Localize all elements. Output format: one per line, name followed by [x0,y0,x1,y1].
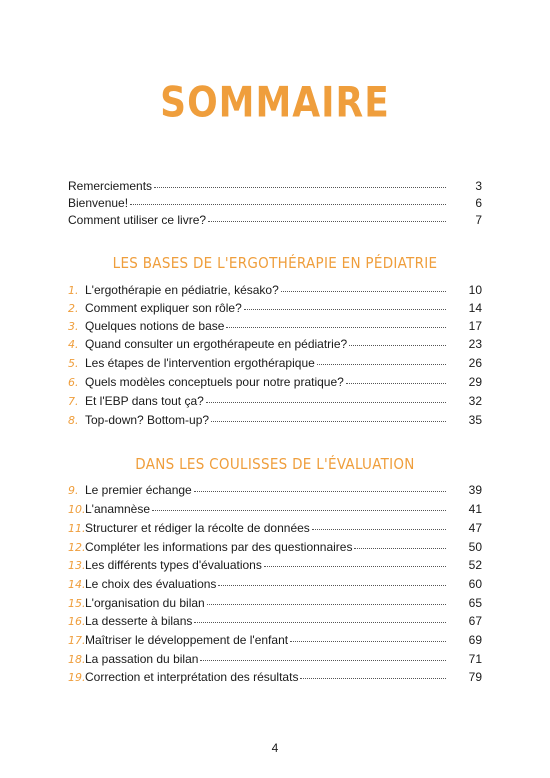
toc-entry-label: Bienvenue! [68,196,129,210]
toc-entry-page: 71 [468,652,482,666]
dot-leader [226,327,446,328]
toc-entry[interactable] [68,651,482,668]
toc-entry-number: 14. [68,578,86,591]
toc-entry[interactable] [68,374,482,391]
toc-entry-page: 32 [468,394,482,408]
toc-entry-number: 8. [68,414,79,427]
toc-entry-page: 6 [475,196,482,210]
dot-leader [346,383,446,384]
toc-entry-page: 65 [468,596,482,610]
toc-entry-page: 79 [468,670,482,684]
toc-entry-number: 6. [68,376,79,389]
toc-entry[interactable] [68,355,482,372]
toc-entry[interactable] [68,595,482,612]
toc-entry-page: 10 [468,283,482,297]
toc-entry-page: 17 [468,319,482,333]
toc-entry-label: Comment expliquer son rôle? [85,301,242,315]
dot-leader [194,622,446,623]
toc-entry-number: 15. [68,597,86,610]
toc-entry[interactable] [68,195,482,212]
toc-entry-label: Les étapes de l'intervention ergothérapique [85,356,315,370]
toc-entry-page: 23 [468,337,482,351]
toc-entry[interactable] [68,300,482,317]
dot-leader [200,660,446,661]
toc-entry-label: Le choix des évaluations [85,577,217,591]
toc-entry[interactable] [68,482,482,499]
toc-entry-page: 69 [468,633,482,647]
toc-entry-label: La desserte à bilans [85,614,193,628]
toc-entry-number: 2. [68,302,79,315]
toc-entry-page: 29 [468,375,482,389]
toc-entry-page: 39 [468,483,482,497]
toc-entry-label: Les différents types d'évaluations [85,558,262,572]
toc-entry[interactable] [68,336,482,353]
toc-entry-page: 26 [468,356,482,370]
toc-entry-label: Comment utiliser ce livre? [68,213,207,227]
toc-entry-label: Maîtriser le développement de l'enfant [85,633,289,647]
toc-entry-label: Quels modèles conceptuels pour notre pratique? [85,375,344,389]
toc-entry-number: 13. [68,559,86,572]
toc-entry-page: 14 [468,301,482,315]
toc-entry-number: 16. [68,615,86,628]
dot-leader [207,604,446,605]
section-heading: LES BASES DE L'ERGOTHÉRAPIE EN PÉDIATRIE [112,254,438,272]
toc-entry-label: Correction et interprétation des résultats [85,670,299,684]
page-number: 4 [271,741,279,755]
toc-entry-page: 67 [468,614,482,628]
toc-entry[interactable] [68,282,482,299]
toc-entry-label: Quelques notions de base [85,319,225,333]
dot-leader [244,309,446,310]
toc-entry[interactable] [68,539,482,556]
dot-leader [154,187,446,188]
toc-entry-page: 3 [475,179,482,193]
toc-entry-label: L'organisation du bilan [85,596,205,610]
toc-entry-number: 17. [68,634,86,647]
toc-entry-page: 50 [468,540,482,554]
toc-entry[interactable] [68,212,482,229]
dot-leader [264,566,446,567]
dot-leader [218,585,446,586]
toc-entry-number: 18. [68,653,86,666]
toc-entry[interactable] [68,632,482,649]
toc-entry[interactable] [68,393,482,410]
section-heading: DANS LES COULISSES DE L'ÉVALUATION [135,455,415,473]
dot-leader [317,364,446,365]
dot-leader [281,291,446,292]
toc-entry-number: 10. [68,503,86,516]
toc-entry-number: 4. [68,338,79,351]
dot-leader [152,510,446,511]
dot-leader [300,678,446,679]
toc-entry-number: 1. [68,284,79,297]
dot-leader [208,221,446,222]
toc-entry-page: 7 [475,213,482,227]
dot-leader [194,491,446,492]
toc-entry[interactable] [68,318,482,335]
toc-entry-page: 35 [468,413,482,427]
toc-entry-number: 5. [68,357,79,370]
toc-entry[interactable] [68,412,482,429]
toc-entry-label: Compléter les informations par des questionnaires [85,540,353,554]
toc-entry[interactable] [68,576,482,593]
toc-entry-label: Remerciements [68,179,153,193]
toc-entry[interactable] [68,613,482,630]
dot-leader [290,641,446,642]
toc-entry-number: 3. [68,320,79,333]
toc-entry-label: L'anamnèse [85,502,151,516]
dot-leader [349,345,446,346]
toc-entry[interactable] [68,520,482,537]
toc-entry[interactable] [68,669,482,686]
toc-entry[interactable] [68,501,482,518]
page-title: SOMMAIRE [160,78,390,128]
toc-entry-page: 60 [468,577,482,591]
toc-entry-label: L'ergothérapie en pédiatrie, késako? [85,283,279,297]
dot-leader [130,204,446,205]
toc-entry-label: La passation du bilan [85,652,199,666]
toc-entry-label: Quand consulter un ergothérapeute en pédiatrie? [85,337,348,351]
dot-leader [206,402,446,403]
toc-entry-label: Top-down? Bottom-up? [85,413,210,427]
toc-entry-page: 52 [468,558,482,572]
toc-entry-page: 47 [468,521,482,535]
toc-entry-number: 12. [68,541,86,554]
dot-leader [312,529,446,530]
toc-entry-label: Et l'EBP dans tout ça? [85,394,204,408]
toc-entry[interactable] [68,557,482,574]
dot-leader [354,548,446,549]
toc-entry-label: Le premier échange [85,483,192,497]
dot-leader [211,421,446,422]
toc-entry-label: Structurer et rédiger la récolte de données [85,521,310,535]
toc-entry-page: 41 [468,502,482,516]
toc-entry-number: 9. [68,484,79,497]
toc-entry-number: 11. [68,522,86,535]
toc-entry-number: 19. [68,671,86,684]
toc-entry-number: 7. [68,395,79,408]
toc-entry[interactable] [68,178,482,195]
